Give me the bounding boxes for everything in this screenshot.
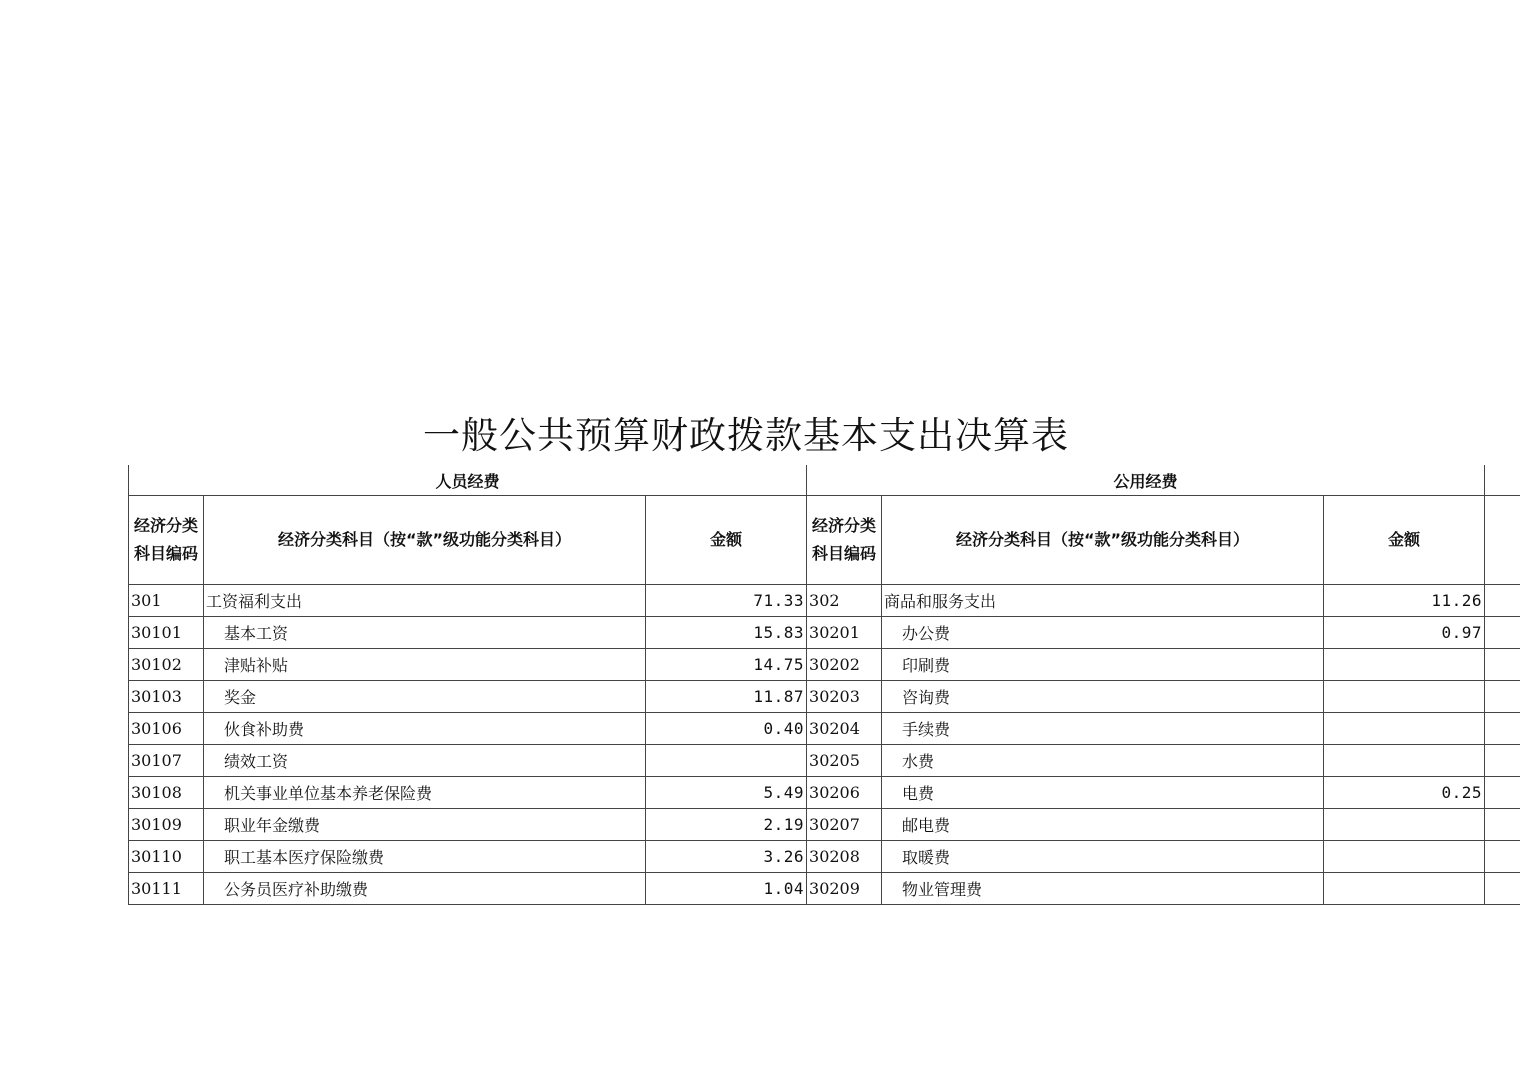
public-code-cell-text: 30203 (809, 687, 860, 706)
personnel-name-cell (204, 585, 646, 617)
personnel-name-cell (204, 681, 646, 713)
personnel-code-cell-text: 30101 (131, 623, 182, 642)
spacer-cell (1485, 585, 1520, 617)
personnel-amount-cell (646, 617, 807, 649)
table-row (129, 841, 1520, 873)
public-amount-cell-text: 0.25 (1441, 783, 1483, 802)
public-amount-cell (1324, 713, 1485, 745)
public-amount-cell (1324, 649, 1485, 681)
spacer-cell (1485, 713, 1520, 745)
personnel-code-cell-text: 30107 (131, 751, 182, 770)
public-code-cell (807, 841, 882, 873)
public-name-cell-text: 办公费 (902, 624, 951, 643)
public-name-cell-text: 手续费 (902, 720, 951, 739)
public-name-cell-text: 邮电费 (902, 816, 951, 835)
column-header-row (129, 496, 1520, 585)
public-code-cell (807, 649, 882, 681)
public-code-cell-text: 30209 (809, 879, 860, 898)
public-name-cell (882, 585, 1324, 617)
personnel-code-cell-text: 30111 (131, 879, 182, 898)
public-code-cell-text: 30201 (809, 623, 860, 642)
personnel-code-cell (129, 617, 204, 649)
personnel-amount-cell (646, 777, 807, 809)
personnel-amount-cell-text: 14.75 (753, 655, 805, 674)
personnel-amount-cell (646, 873, 807, 905)
public-name-cell (882, 617, 1324, 649)
public-name-cell (882, 777, 1324, 809)
spacer-cell (1485, 777, 1520, 809)
personnel-name-cell (204, 809, 646, 841)
personnel-code-cell (129, 681, 204, 713)
header-code-public: 经济分类科目编码 (807, 496, 882, 585)
personnel-amount-cell-text: 71.33 (753, 591, 805, 610)
personnel-name-cell (204, 873, 646, 905)
personnel-name-cell-text: 职工基本医疗保险缴费 (224, 848, 385, 867)
personnel-name-cell-text: 津贴补贴 (224, 656, 289, 675)
public-amount-cell (1324, 617, 1485, 649)
spacer-cell (1485, 617, 1520, 649)
personnel-amount-cell-text: 15.83 (753, 623, 805, 642)
public-amount-cell (1324, 585, 1485, 617)
personnel-name-cell-text: 机关事业单位基本养老保险费 (224, 784, 433, 803)
personnel-code-cell (129, 649, 204, 681)
table-row (129, 873, 1520, 905)
personnel-code-cell (129, 777, 204, 809)
personnel-name-cell-text: 绩效工资 (224, 752, 289, 771)
table-row (129, 777, 1520, 809)
public-name-cell (882, 841, 1324, 873)
budget-table (128, 465, 1520, 905)
header-name-personnel: 经济分类科目（按“款”级功能分类科目） (204, 496, 646, 585)
personnel-code-cell (129, 713, 204, 745)
public-code-cell-text: 30208 (809, 847, 860, 866)
public-amount-cell (1324, 777, 1485, 809)
personnel-amount-cell-text: 2.19 (763, 815, 805, 834)
header-amount-personnel: 金额 (646, 496, 807, 585)
public-code-cell (807, 681, 882, 713)
personnel-amount-cell-text: 1.04 (763, 879, 805, 898)
personnel-code-cell-text: 30103 (131, 687, 182, 706)
public-name-cell (882, 713, 1324, 745)
table-row (129, 713, 1520, 745)
personnel-amount-cell-text: 11.87 (753, 687, 805, 706)
personnel-amount-cell (646, 809, 807, 841)
header-code-personnel: 经济分类科目编码 (129, 496, 204, 585)
public-amount-cell-text: 11.26 (1431, 591, 1483, 610)
personnel-name-cell (204, 617, 646, 649)
header-name-public: 经济分类科目（按“款”级功能分类科目） (882, 496, 1324, 585)
public-code-cell-text: 30207 (809, 815, 860, 834)
table-row (129, 585, 1520, 617)
personnel-name-cell-text: 基本工资 (224, 624, 289, 643)
personnel-amount-cell (646, 681, 807, 713)
personnel-name-cell-text: 奖金 (224, 688, 257, 707)
personnel-name-cell-text: 职业年金缴费 (224, 816, 321, 835)
public-amount-cell (1324, 809, 1485, 841)
personnel-name-cell (204, 841, 646, 873)
table-row (129, 617, 1520, 649)
group-header-row (129, 465, 1520, 496)
public-name-cell-text: 物业管理费 (902, 880, 983, 899)
personnel-name-cell (204, 649, 646, 681)
personnel-code-cell (129, 841, 204, 873)
public-name-cell-text: 水费 (902, 752, 935, 771)
group-public-header: 公用经费 (807, 465, 1485, 496)
public-name-cell (882, 745, 1324, 777)
personnel-name-cell-text: 伙食补助费 (224, 720, 305, 739)
personnel-amount-cell (646, 713, 807, 745)
personnel-amount-cell (646, 585, 807, 617)
public-code-cell-text: 302 (809, 591, 840, 610)
document-title: 一般公共预算财政拨款基本支出决算表 (423, 414, 1069, 457)
personnel-code-cell (129, 873, 204, 905)
spacer-cell (1485, 465, 1520, 496)
personnel-code-cell-text: 30109 (131, 815, 182, 834)
header-amount-public: 金额 (1324, 496, 1485, 585)
group-personnel-header: 人员经费 (129, 465, 807, 496)
public-code-cell-text: 30206 (809, 783, 860, 802)
table-row (129, 649, 1520, 681)
public-code-cell (807, 713, 882, 745)
personnel-amount-cell (646, 745, 807, 777)
public-name-cell (882, 873, 1324, 905)
spacer-cell (1485, 873, 1520, 905)
public-amount-cell (1324, 841, 1485, 873)
public-name-cell (882, 681, 1324, 713)
personnel-code-cell-text: 30102 (131, 655, 182, 674)
personnel-amount-cell (646, 649, 807, 681)
personnel-amount-cell-text: 3.26 (763, 847, 805, 866)
personnel-code-cell (129, 809, 204, 841)
personnel-amount-cell-text: 0.40 (763, 719, 805, 738)
public-name-cell-text: 印刷费 (902, 656, 951, 675)
public-name-cell-text: 取暖费 (902, 848, 951, 867)
spacer-cell (1485, 496, 1520, 585)
spacer-cell (1485, 681, 1520, 713)
public-name-cell (882, 809, 1324, 841)
public-amount-cell (1324, 681, 1485, 713)
spacer-cell (1485, 841, 1520, 873)
personnel-name-cell-text: 公务员医疗补助缴费 (224, 880, 369, 899)
public-code-cell (807, 873, 882, 905)
personnel-code-cell-text: 30110 (131, 847, 182, 866)
public-code-cell (807, 617, 882, 649)
public-name-cell-text: 电费 (902, 784, 935, 803)
public-code-cell (807, 745, 882, 777)
public-code-cell-text: 30205 (809, 751, 860, 770)
personnel-code-cell-text: 30106 (131, 719, 182, 738)
public-amount-cell-text: 0.97 (1441, 623, 1483, 642)
personnel-code-cell-text: 30108 (131, 783, 182, 802)
personnel-code-cell (129, 585, 204, 617)
spacer-cell (1485, 809, 1520, 841)
table-row (129, 681, 1520, 713)
public-code-cell-text: 30202 (809, 655, 860, 674)
public-code-cell (807, 777, 882, 809)
personnel-name-cell-text: 工资福利支出 (206, 592, 303, 611)
public-code-cell (807, 809, 882, 841)
spacer-cell (1485, 649, 1520, 681)
personnel-name-cell (204, 777, 646, 809)
public-name-cell-text: 咨询费 (902, 688, 951, 707)
table-row (129, 745, 1520, 777)
personnel-name-cell (204, 713, 646, 745)
personnel-amount-cell-text: 5.49 (763, 783, 805, 802)
public-name-cell (882, 649, 1324, 681)
personnel-code-cell-text: 301 (131, 591, 162, 610)
personnel-code-cell (129, 745, 204, 777)
public-code-cell (807, 585, 882, 617)
public-amount-cell (1324, 745, 1485, 777)
personnel-amount-cell (646, 841, 807, 873)
spacer-cell (1485, 745, 1520, 777)
public-amount-cell (1324, 873, 1485, 905)
public-code-cell-text: 30204 (809, 719, 860, 738)
public-name-cell-text: 商品和服务支出 (884, 592, 997, 611)
table-row (129, 809, 1520, 841)
personnel-name-cell (204, 745, 646, 777)
